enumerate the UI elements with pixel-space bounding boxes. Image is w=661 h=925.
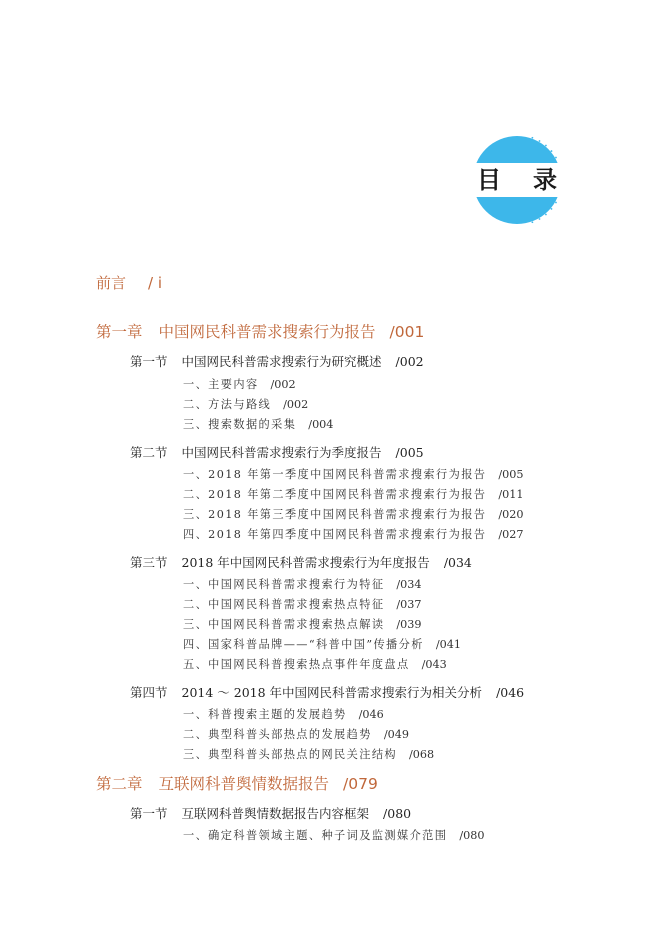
item-text: 五、中国网民科普搜索热点事件年度盘点 [183,658,410,671]
toc-item[interactable] [183,396,308,412]
preface-label: 前言 [96,274,127,292]
item-text: 三、2018 年第三季度中国网民科普需求搜索行为报告 [183,508,487,521]
item-page: /041 [435,638,461,651]
item-page: /020 [498,508,524,521]
section-1-3[interactable] [130,553,472,571]
toc-heading-char-2: 录 [533,165,557,194]
chapter-page: /079 [343,775,378,793]
item-page: /002 [270,378,296,391]
toc-item[interactable] [183,616,422,632]
item-text: 四、国家科普品牌——“科普中国”传播分析 [183,638,424,651]
item-page: /049 [383,728,409,741]
preface-page: / i [148,274,163,292]
toc-item[interactable] [183,827,484,843]
section-title: 中国网民科普需求搜索行为研究概述 [181,354,382,369]
item-text: 三、搜索数据的采集 [183,418,297,431]
toc-item[interactable] [183,706,384,722]
item-text: 二、方法与路线 [183,398,272,411]
toc-item[interactable] [183,486,524,502]
item-page: /046 [358,708,384,721]
item-text: 二、典型科普头部热点的发展趋势 [183,728,372,741]
section-title: 互联网科普舆情数据报告内容框架 [181,806,370,821]
item-text: 一、中国网民科普需求搜索行为特征 [183,578,385,591]
section-1-1[interactable] [130,352,424,370]
chapter-title: 互联网科普舆情数据报告 [158,775,330,793]
item-text: 二、中国网民科普需求搜索热点特征 [183,598,385,611]
chapter-label: 第二章 [96,775,143,793]
item-page: /011 [498,488,524,501]
chapter-page: /001 [389,323,425,341]
item-page: /037 [396,598,422,611]
toc-item[interactable] [183,596,422,612]
section-label: 第一节 [130,806,168,821]
chapter-label: 第一章 [96,323,143,341]
item-text: 三、中国网民科普需求搜索热点解读 [183,618,385,631]
item-page: /005 [498,468,524,481]
item-text: 一、科普搜索主题的发展趋势 [183,708,347,721]
item-page: /027 [498,528,524,541]
item-page: /080 [459,829,485,842]
item-page: /043 [421,658,447,671]
toc-item[interactable] [183,526,524,542]
toc-heading-char-1: 目 [477,165,501,194]
toc-item[interactable] [183,576,422,592]
item-page: /002 [283,398,309,411]
section-label: 第四节 [130,685,168,700]
toc-item[interactable] [183,746,434,762]
section-title: 2018 年中国网民科普需求搜索行为年度报告 [181,555,430,570]
toc-item[interactable] [183,656,447,672]
toc-heading [471,163,563,197]
section-label: 第二节 [130,445,168,460]
section-page: /002 [395,354,424,369]
item-text: 二、2018 年第二季度中国网民科普需求搜索行为报告 [183,488,487,501]
section-page: /034 [443,555,472,570]
section-title: 中国网民科普需求搜索行为季度报告 [181,445,382,460]
item-text: 一、主要内容 [183,378,259,391]
section-label: 第一节 [130,354,168,369]
section-page: /046 [496,685,525,700]
toc-item[interactable] [183,416,333,432]
toc-item[interactable] [183,636,461,652]
item-page: /004 [308,418,334,431]
item-text: 四、2018 年第四季度中国网民科普需求搜索行为报告 [183,528,487,541]
chapter-title: 中国网民科普需求搜索行为报告 [158,323,376,341]
section-2-1[interactable] [130,804,411,822]
item-page: /034 [396,578,422,591]
item-page: /068 [409,748,435,761]
toc-item[interactable] [183,506,524,522]
section-title: 2014 ～ 2018 年中国网民科普需求搜索行为相关分析 [181,685,483,700]
section-label: 第三节 [130,555,168,570]
toc-preface[interactable] [96,272,162,293]
item-text: 三、典型科普头部热点的网民关注结构 [183,748,397,761]
toc-item[interactable] [183,466,524,482]
section-page: /005 [395,445,424,460]
item-text: 一、确定科普领域主题、种子词及监测媒介范围 [183,829,448,842]
item-page: /039 [396,618,422,631]
section-1-2[interactable] [130,443,424,461]
chapter-1[interactable] [96,320,424,342]
chapter-2[interactable] [96,772,378,794]
section-page: /080 [383,806,412,821]
item-text: 一、2018 年第一季度中国网民科普需求搜索行为报告 [183,468,487,481]
toc-item[interactable] [183,376,296,392]
toc-item[interactable] [183,726,409,742]
section-1-4[interactable] [130,683,524,701]
